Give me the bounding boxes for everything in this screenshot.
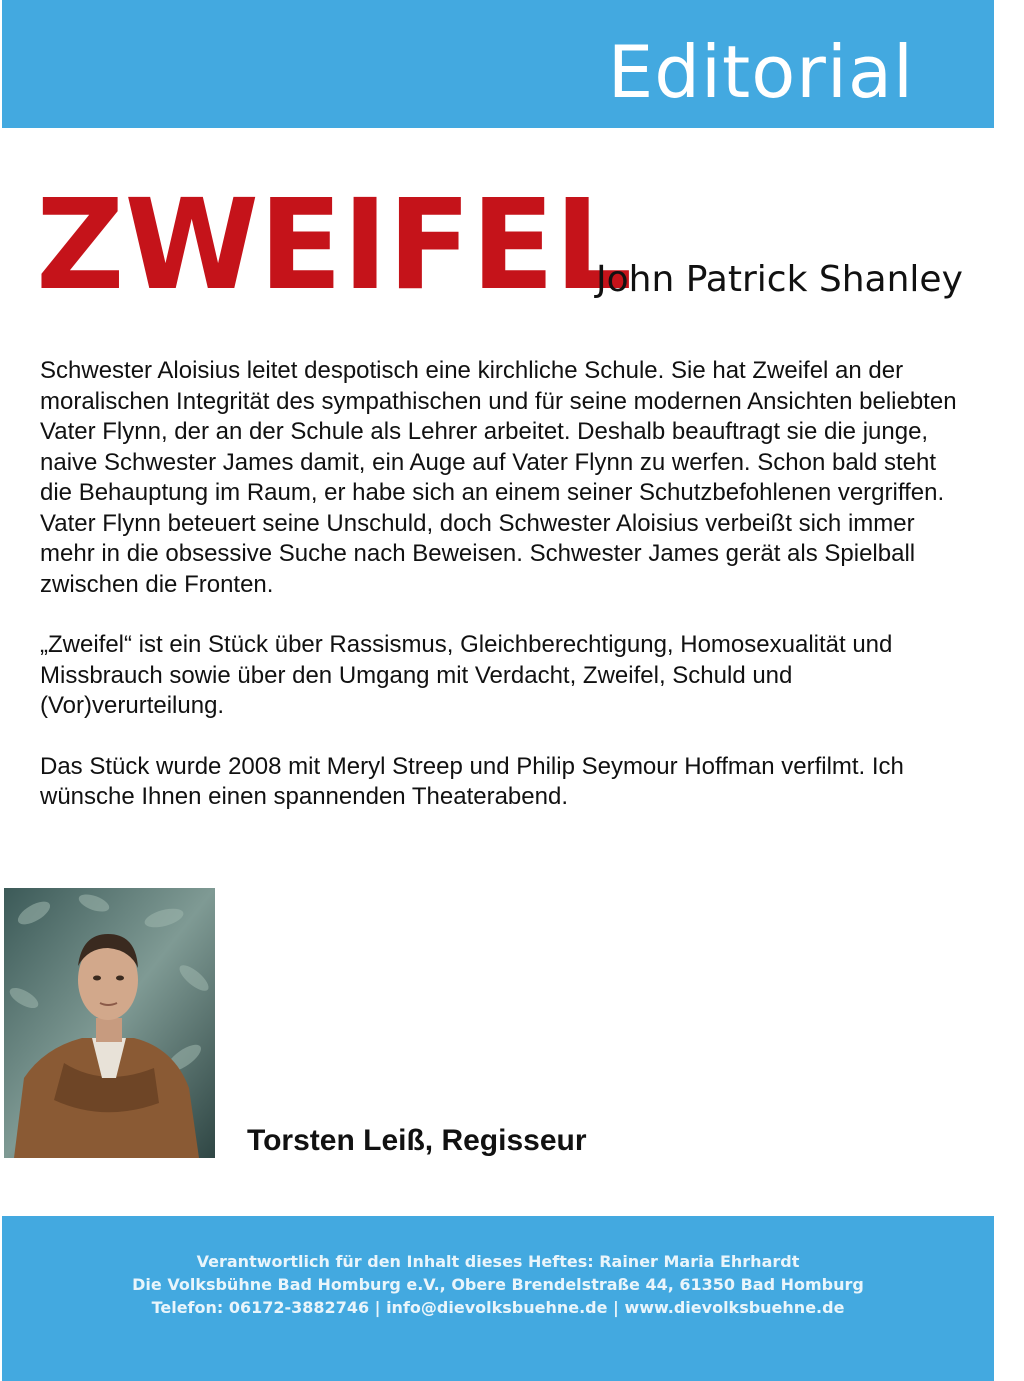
director-portrait (4, 888, 215, 1158)
paragraph-synopsis: Schwester Aloisius leitet despotisch eine kirchliche Schule. Sie hat Zweifel an der moralischen Integrität des sympathischen und für seine modernen Ansichten beliebten Vater Flynn, der an der Schule als Lehrer arbeitet. Deshalb beauftragt sie die junge, naive Schwester James damit, ein Auge auf Vater Flynn zu werfen. Schon bald steht die Behauptung im Raum, er habe sich an einem seiner Schutzbefohlenen vergriffen. Vater Flynn beteuert seine Unschuld, doch Schwester Aloisius verbeißt sich immer mehr in die obsessive Suche nach Beweisen. Schwester James gerät als Spielball zwischen die Fronten. (40, 357, 957, 598)
header-bar (2, 0, 994, 128)
article-body (40, 356, 970, 843)
footer-imprint (2, 1250, 994, 1319)
footer-contact: Telefon: 06172-3882746 | info@dievolksbuehne.de | www.dievolksbuehne.de (151, 1298, 845, 1317)
header-title: Editorial (607, 30, 914, 114)
author-name: John Patrick Shanley (596, 259, 963, 300)
paragraph-themes: „Zweifel“ ist ein Stück über Rassismus, Gleichberechtigung, Homosexualität und Missbrauch sowie über den Umgang mit Verdacht, Zweifel, Schuld und (Vor)verurteilung. (40, 631, 893, 719)
signature: Torsten Leiß, Regisseur (247, 1124, 587, 1157)
footer-responsible: Verantwortlich für den Inhalt dieses Heftes: Rainer Maria Ehrhardt (196, 1252, 800, 1271)
paragraph-film: Das Stück wurde 2008 mit Meryl Streep und Philip Seymour Hoffman verfilmt. Ich wünsche Ihnen einen spannenden Theaterabend. (40, 752, 904, 810)
play-title: ZWEIFEL (36, 172, 633, 318)
footer-address: Die Volksbühne Bad Homburg e.V., Obere Brendelstraße 44, 61350 Bad Homburg (132, 1275, 864, 1294)
footer-bar (2, 1216, 994, 1381)
